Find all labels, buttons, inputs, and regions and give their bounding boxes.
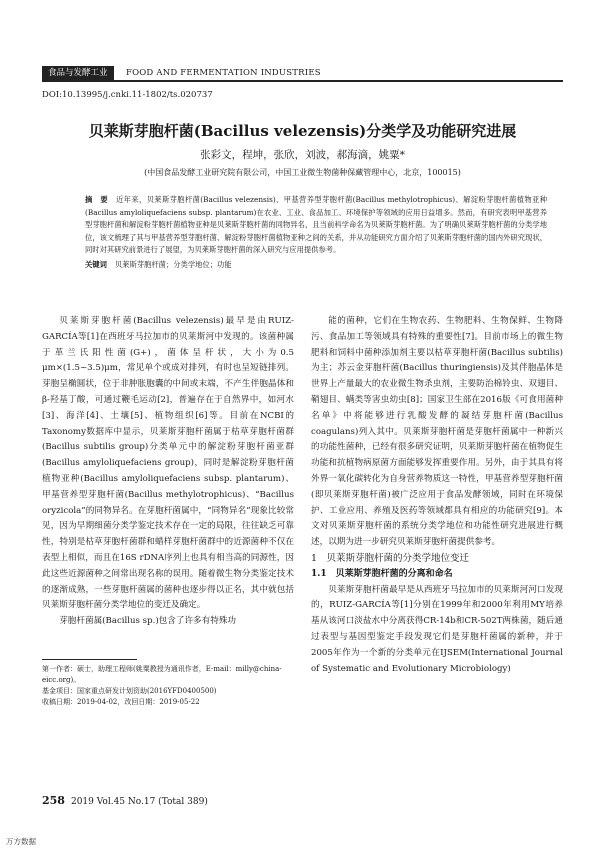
- page-number: 258: [42, 794, 65, 807]
- left-paragraph-2: 芽胞杆菌属(Bacillus sp.)包含了许多有特殊功: [59, 616, 237, 627]
- abstract-block: [85, 194, 547, 272]
- footnote-rule: [42, 659, 137, 660]
- body-column-right: [311, 314, 563, 677]
- footnotes: [42, 664, 294, 708]
- journal-name-en: FOOD AND FERMENTATION INDUSTRIES: [126, 68, 321, 78]
- section-heading-1: 1 贝莱斯芽胞杆菌的分类学地位变迁: [311, 552, 470, 564]
- page-footer: [42, 794, 208, 807]
- footnote-author: 第一作者：硕士，助理工程师(姚粟教授为通讯作者，E-mail：milly@china-eicc.org)。: [42, 665, 282, 684]
- abstract-text: 近年来，贝莱斯芽胞杆菌(Bacillus velezensis)、甲基营养型芽胞杆菌(Bacillus methylotrophicus)、解淀粉芽胞杆菌植物亚种(Bacillus amyloliquefaciens subsp. plantarum)在农业、工业、食品加工、环境保护等领域的应用日益增多。然而，有研究表明甲基营养型芽胞杆菌和解淀粉芽胞杆菌植物亚种是贝莱斯芽胞杆菌的同物异名，且当前科学命名为贝莱斯芽胞杆菌。为了明确贝莱斯芽胞杆菌的分类学地位，该文梳理了其与甲基营养型芽胞杆菌、解淀粉芽胞杆菌植物亚种之间的关系，并从功能研究方面介绍了贝莱斯芽胞杆菌的国内外研究现状，同时对其研究前景进行了展望，为贝莱斯芽胞杆菌的深入研究与应用提供参考。: [85, 195, 548, 255]
- volume-info: 2019 Vol.45 No.17 (Total 389): [70, 797, 208, 807]
- abstract-label: 摘 要: [85, 195, 108, 204]
- journal-tag-cn: 食品与发酵工业: [42, 66, 114, 80]
- body-column-left: [42, 314, 294, 630]
- database-watermark: 万方数据: [6, 837, 36, 846]
- doi[interactable]: DOI:10.13995/j.cnki.11-1802/ts.020737: [42, 90, 213, 100]
- footnote-fund: 基金项目：国家重点研发计划资助(2016YFD0400500): [42, 687, 217, 695]
- journal-header: [42, 66, 563, 80]
- paper-title: 贝莱斯芽胞杆菌(Bacillus velezensis)分类学及功能研究进展: [88, 122, 517, 140]
- keywords-label: 关键词: [85, 259, 107, 269]
- keywords-text: 贝莱斯芽胞杆菌；分类学地位；功能: [114, 259, 232, 269]
- affiliation: (中国食品发酵工业研究院有限公司，中国工业微生物菌种保藏管理中心，北京，100015): [144, 168, 461, 177]
- right-paragraph-1: 能的菌种，它们在生物农药、生物肥料、生物保鲜、生物降污、食品加工等领域具有特殊的重要性[7]。目前市场上的微生物肥料和饲料中菌种添加剂主要以枯草芽胞杆菌(Bacillus subtilis)为主；苏云金芽胞杆菌(Bacillus thuringiensis)及其伴胞晶体是世界上产量最大的农业微生物杀虫剂，主要防治棉铃虫、双翅目、鞘翅目、螨类等害虫幼虫[8]；国家卫生部在2016版《可食用菌种名单》中将能够进行乳酸发酵的凝结芽胞杆菌(Bacillus coagulans)列入其中。贝莱斯芽胞杆菌是芽胞杆菌属中一种新兴的功能性菌种，已经有很多研究证明，贝莱斯芽胞杆菌在植物促生功能和抗植物病原菌方面能够发挥重要作用。另外，由于其具有将外界一氧化碳转化为自身营养物质这一特性，甲基营养型芽胞杆菌(即贝莱斯芽胞杆菌)被广泛应用于食品发酵领域，同时在环境保护、工业应用、养殖及医药等领域都具有相应的功能研究[9]。本文对贝莱斯芽胞杆菌的系统分类学地位和功能性研究进展进行概述，以期为进一步研究贝莱斯芽胞杆菌提供参考。: [311, 316, 563, 548]
- left-paragraph-1: 贝莱斯芽胞杆菌(Bacillus velezensis)最早是由RUIZ-GARCÍA等[1]在西班牙马拉加市的贝莱斯河中发现的。该菌种属于革兰氏阳性菌(G+)，菌体呈杆状，大小为0.5 μm×(1.5~3.5)μm，常见单个或成对排列，有时也呈短链排列。芽胞呈椭圆状，位于非肿胀胞囊的中间或末端，不产生伴胞晶体和β-羟基丁酸，可通过鞭毛运动[2]，普遍存在于自然界中，如河水[3]、海洋[4]、土壤[5]、植物组织[6]等。目前在NCBI的Taxonomy数据库中显示，贝莱斯芽胞杆菌属于枯草芽胞杆菌群(Bacillus subtilis group)分类单元中的解淀粉芽胞杆菌亚群(Bacillus amyloliquefaciens group)，同时是解淀粉芽胞杆菌植物亚种(Bacillus amyloliquefaciens subsp. plantarum)、甲基营养型芽胞杆菌(Bacillus methylotrophicus)、“Bacillus oryzicola”的同物异名。在芽胞杆菌属中，“同物异名”现象比较常见，因为早期细菌分类学鉴定技术存在一定的局限，往往缺乏可靠性，特别是枯草芽胞杆菌群和蜡样芽胞杆菌群中的近源菌种不仅在表型上相似，而且在16S rDNA序列上也具有相当高的同源性，因此这些近源菌种之间常出现名称的误用。随着微生物分类鉴定技术的逐渐成熟，一些芽胞杆菌属的菌种也逐步得以正名，其中就包括贝莱斯芽胞杆菌分类学地位的变迁及确定。: [42, 316, 294, 611]
- author-list: 张彩文，程坤，张欣，刘波，郝海滴，姚粟*: [200, 149, 405, 161]
- subsection-heading-1-1: 1.1 贝莱斯芽胞杆菌的分离和命名: [311, 568, 453, 579]
- footnote-dates: 收稿日期：2019-04-02，改回日期：2019-05-22: [42, 698, 200, 706]
- right-paragraph-2: 贝莱斯芽胞杆菌最早是从西班牙马拉加市的贝莱斯河河口发现的，RUIZ-GARCÍA等[1]分别在1999年和2000年利用MY培养基从该河口淡盐水中分离获得CR-14b和CR-502T两株菌，随后通过表型与基因型鉴定手段发现它们是芽胞杆菌属的新种，并于2005年作为一个新的分类单元在IJSEM(International Journal of Systematic and Evolutionary Microbiology): [311, 584, 563, 674]
- header-rule: [42, 80, 563, 82]
